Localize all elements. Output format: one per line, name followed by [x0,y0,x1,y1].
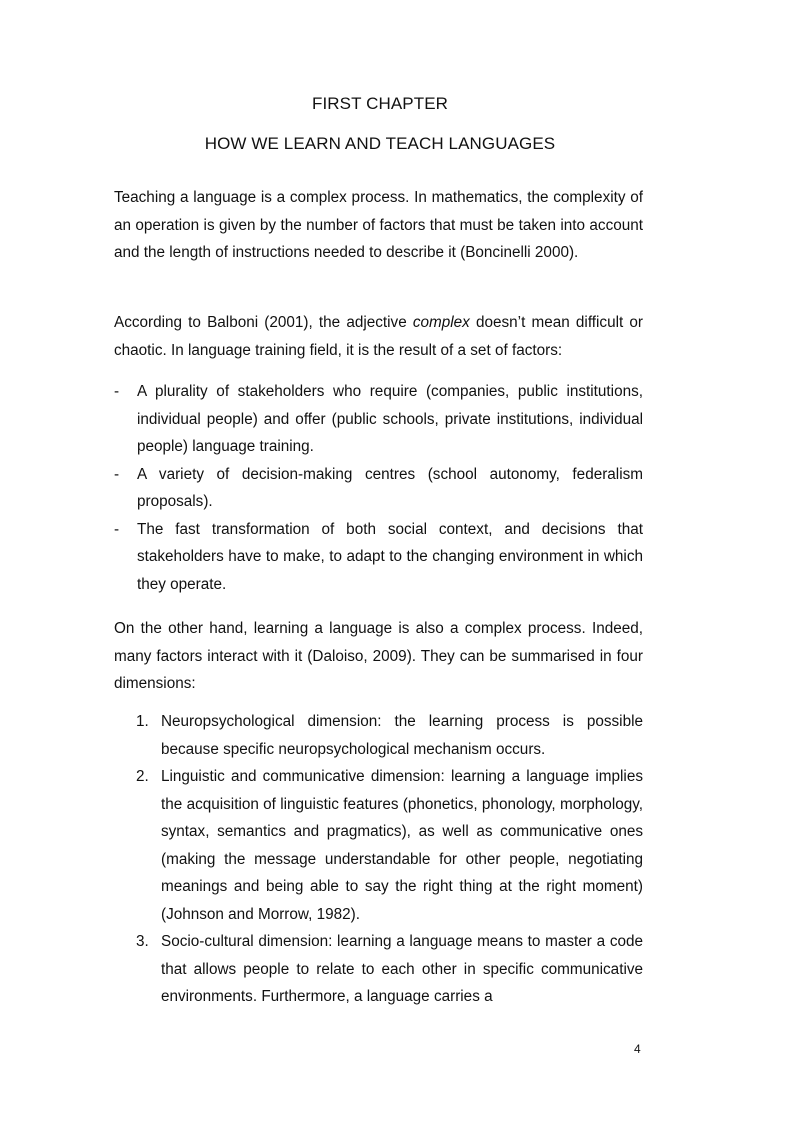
dash-marker: - [114,383,120,400]
list-item-text: Neuropsychological dimension: the learning process is possible because specific neuropsychological mechanism occurs. [161,713,643,758]
list-item-text: The fast transformation of both social context, and decisions that stakeholders have to make, to adapt to the changing environment in which they operate. [137,520,643,593]
list-item [114,461,643,516]
list-item-text: Linguistic and communicative dimension: learning a language implies the acquisition of linguistic features (phonetics, phonology, morphology, syntax, semantics and pragmatics), as well as communicative ones (making the message understandable for other people, negotiating meanings and being able to say the right thing at the right moment) (Johnson and Morrow, 1982). [161,768,643,923]
paragraph-text-end: doesn’t mean difficult or chaotic. In language training field, it is the result of a set of factors: [114,314,643,359]
dash-marker: - [114,520,120,538]
chapter-number-heading: FIRST CHAPTER [311,94,449,113]
dimensions-list [136,708,643,1011]
list-item-text: Socio-cultural dimension: learning a language means to master a code that allows people to relate to each other in specific communicative environments. Furthermore, a language carries a [161,933,643,1005]
number-marker: 3. [136,933,149,950]
intro-paragraph [114,184,643,267]
paragraph-text-start: According to Balboni (2001), the adjective [114,314,413,331]
number-marker: 1. [136,713,149,730]
number-marker: 2. [136,768,149,785]
complex-definition-paragraph [114,309,643,364]
list-item-text: A variety of decision-making centres (school autonomy, federalism proposals). [137,465,643,510]
italic-term: complex [412,314,470,331]
list-item-text: A plurality of stakeholders who require (companies, public institutions, individual people) and offer (public schools, private institutions, individual people) language training. [137,383,643,455]
factors-list [114,378,643,598]
paragraph-text: On the other hand, learning a language is also a complex process. Indeed, many factors interact with it (Daloiso, 2009). They can be summarised in four dimensions: [114,620,643,692]
list-item [136,763,643,928]
chapter-title-heading: HOW WE LEARN AND TEACH LANGUAGES [204,134,556,153]
page-number: 4 [634,1042,641,1056]
list-item [136,928,643,1011]
learning-paragraph [114,615,643,698]
paragraph-text: Teaching a language is a complex process. In mathematics, the complexity of an operation is given by the number of factors that must be taken into account and the length of instructions needed to describe it (Boncinelli 2000). [114,189,643,261]
list-item [114,378,643,461]
list-item [136,708,643,763]
dash-marker: - [114,465,120,483]
list-item [114,516,643,599]
